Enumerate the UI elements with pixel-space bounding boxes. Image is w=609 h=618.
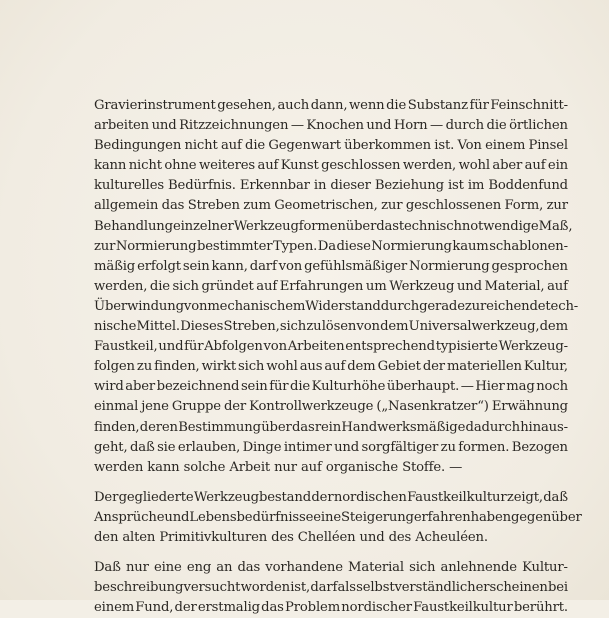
word: auf — [257, 158, 279, 174]
word: und — [158, 339, 184, 355]
text-line — [94, 116, 568, 136]
word: nordischer — [341, 600, 412, 616]
word: die — [486, 118, 507, 134]
text-line — [94, 528, 568, 548]
word: von — [356, 319, 380, 335]
word: überhaupt. — [386, 379, 460, 395]
word: arbeiten — [94, 118, 150, 134]
word: selbstverständlich — [356, 580, 476, 596]
word: allgemein — [94, 198, 159, 214]
word: als — [337, 580, 356, 596]
text-line — [94, 217, 573, 237]
word: die — [290, 379, 311, 395]
word: Lebensbedürfnisse — [189, 509, 314, 525]
word: Werkzeugbestand — [193, 489, 312, 505]
word: zu — [306, 319, 322, 335]
word: Dinge — [242, 439, 282, 455]
word: Arbeit — [229, 459, 275, 475]
word: auf — [324, 359, 346, 375]
word: dieser — [330, 178, 371, 194]
word: wohl — [266, 359, 298, 375]
word: gefühlsmäßiger — [304, 258, 408, 274]
word: Bedingungen — [94, 138, 182, 154]
word: beschreibung — [94, 580, 184, 596]
word: finden, — [94, 419, 140, 435]
word: in — [313, 178, 327, 194]
text-line — [94, 418, 568, 438]
word: dem — [380, 319, 409, 335]
word: zur — [94, 238, 116, 254]
word: Faustkeilkultur — [413, 600, 513, 616]
word: sorgfältiger — [361, 439, 439, 455]
word: sein — [240, 379, 268, 395]
word: wird — [94, 379, 124, 395]
text-line — [94, 397, 568, 417]
word: des — [271, 529, 298, 545]
text-line — [94, 488, 568, 508]
text-line — [94, 96, 568, 116]
word: werden — [94, 459, 148, 475]
word: das — [237, 560, 261, 576]
word: erfahren — [413, 509, 471, 525]
word: Material — [348, 560, 404, 576]
text-line — [94, 277, 568, 297]
text-line — [94, 156, 568, 176]
word: Maß, — [538, 218, 573, 234]
word: Hier — [475, 379, 505, 395]
word: Gegenwart — [268, 138, 341, 154]
word: geschlossen — [321, 158, 401, 174]
word: Horn — [393, 118, 428, 134]
word: vorhandene — [265, 560, 343, 576]
word: kann — [147, 459, 184, 475]
word: für — [269, 379, 289, 395]
word: zu — [440, 439, 456, 455]
word: Primitivkulturen — [159, 529, 272, 545]
word: lösen — [321, 319, 357, 335]
word: um — [365, 278, 387, 294]
word: Substanz — [407, 98, 468, 113]
word: — — [290, 118, 304, 134]
text-line — [94, 578, 568, 598]
word: der — [174, 600, 197, 616]
word: entsprechend — [345, 339, 435, 355]
word: auf — [524, 158, 546, 174]
word: weiteres — [198, 158, 256, 174]
word: folgen — [94, 359, 135, 375]
word: dem — [347, 359, 376, 375]
word: sich — [409, 560, 436, 576]
word: — — [430, 118, 444, 134]
word: Daß — [94, 560, 121, 576]
word: Handwerksmäßige — [341, 419, 466, 435]
word: haben — [470, 509, 511, 525]
text-line — [94, 377, 568, 397]
word: dadurch — [465, 419, 520, 435]
word: eine — [153, 560, 182, 576]
word: deren — [139, 419, 178, 435]
word: zur — [381, 198, 403, 214]
word: („Nasenkratzer“) — [376, 399, 489, 415]
word: Steigerung — [341, 509, 414, 525]
word: schablonen- — [489, 238, 568, 254]
word: Ritzzeichnungen — [179, 118, 289, 134]
word: Bezogen — [511, 439, 568, 455]
word: nur — [274, 459, 301, 475]
word: und — [151, 118, 177, 134]
word: daß — [543, 489, 568, 505]
word: Faustkeilkultur — [407, 489, 507, 505]
word: — — [449, 459, 463, 475]
word: gründet — [201, 278, 254, 294]
word: Erwähnung — [491, 399, 568, 415]
word: Universalwerkzeug, — [408, 319, 540, 335]
word: noch — [536, 379, 568, 395]
word: gerade — [419, 298, 465, 314]
word: der — [311, 489, 334, 505]
word: Chelléen — [297, 529, 360, 545]
word: zu — [136, 359, 153, 375]
word: sich — [279, 319, 307, 335]
word: auf — [256, 278, 278, 294]
word: Knochen — [306, 118, 364, 134]
word: dem — [539, 319, 568, 335]
word: zureichende — [464, 298, 546, 314]
word: auf — [300, 459, 326, 475]
word: aus — [299, 359, 323, 375]
word: sich — [172, 278, 199, 294]
word: erfolgt — [137, 258, 181, 274]
word: auf — [547, 278, 568, 294]
word: Normierung — [371, 238, 452, 254]
word: darf — [310, 580, 338, 596]
word: und — [359, 529, 389, 545]
word: kann — [94, 158, 127, 174]
text-line — [94, 257, 568, 277]
word: geschlossenen — [405, 198, 502, 214]
word: Werkzeugformen — [233, 218, 346, 234]
paragraph-gap — [94, 478, 568, 488]
text-line — [94, 598, 568, 618]
word: der — [422, 359, 445, 375]
word: einem — [94, 600, 135, 616]
word: auch — [277, 98, 310, 113]
word: diese — [336, 238, 371, 254]
word: sich — [238, 359, 265, 375]
word: Überwindung — [94, 298, 184, 314]
word: Erfahrungen — [279, 278, 364, 294]
text-line — [94, 438, 568, 458]
word: bezeichnend — [156, 379, 240, 395]
word: Der — [94, 489, 119, 505]
text-line — [94, 297, 579, 317]
word: Beziehung — [374, 178, 444, 194]
word: zeigt, — [506, 489, 543, 505]
text-line — [94, 558, 568, 578]
word: der — [223, 399, 247, 415]
word: Form, — [504, 198, 544, 214]
word: aber — [492, 158, 523, 174]
word: Erkennbar — [239, 178, 310, 194]
word: Typen. — [272, 238, 318, 254]
word: formen. — [458, 439, 510, 455]
word: Kultur, — [523, 359, 568, 375]
word: wohl — [458, 158, 490, 174]
text-line — [94, 196, 568, 216]
word: Mittel. — [136, 319, 180, 335]
word: daß — [129, 439, 155, 455]
word: Material, — [484, 278, 545, 294]
word: finden, — [154, 359, 200, 375]
word: erstmalig — [197, 600, 260, 616]
word: überkommen — [344, 138, 431, 154]
word: darf — [249, 258, 277, 274]
word: sie — [157, 439, 176, 455]
word: nicht — [184, 138, 218, 154]
word: materiellen — [446, 359, 522, 375]
word: gegliederte — [118, 489, 194, 505]
word: Bestimmung — [178, 419, 261, 435]
paragraph-2 — [94, 488, 582, 548]
word: Acheuléen. — [415, 529, 488, 545]
word: für — [469, 98, 489, 113]
word: wirkt — [201, 359, 236, 375]
word: anlehnende — [440, 560, 517, 576]
word: kaum — [452, 238, 489, 254]
word: von — [183, 298, 208, 314]
text-line — [94, 508, 582, 528]
word: einem — [485, 138, 526, 154]
word: ist, — [290, 580, 311, 596]
word: Pinsel — [528, 138, 568, 154]
text-line — [94, 357, 568, 377]
text-line — [94, 317, 568, 337]
word: und — [456, 278, 482, 294]
word: Gruppe — [171, 399, 221, 415]
word: gegenüber — [510, 509, 582, 525]
word: Da — [317, 238, 336, 254]
word: Abfolgen — [204, 339, 263, 355]
word: berührt. — [513, 600, 568, 616]
word: Faustkeil, — [94, 339, 158, 355]
word: Kulturhöhe — [311, 379, 386, 395]
word: Streben — [187, 198, 240, 214]
word: notwendige — [461, 218, 539, 234]
word: Werkzeug — [389, 278, 455, 294]
paragraph-gap — [94, 548, 568, 558]
word: Geometrischen, — [274, 198, 378, 214]
word: jene — [141, 399, 169, 415]
word: Behandlung — [94, 218, 173, 234]
word: örtlichen — [509, 118, 568, 134]
word: typisierte — [435, 339, 498, 355]
word: — — [460, 379, 474, 395]
word: kann, — [211, 258, 248, 274]
body-text — [94, 96, 582, 618]
word: bei — [547, 580, 568, 596]
word: ist — [447, 178, 464, 194]
word: Normierung — [115, 238, 197, 254]
word: kulturelles — [94, 178, 164, 194]
word: organische — [325, 459, 403, 475]
word: einmal — [94, 399, 139, 415]
word: Dieses — [180, 319, 224, 335]
word: einzelner — [172, 218, 234, 234]
word: hinaus- — [520, 419, 568, 435]
word: Von — [457, 138, 482, 154]
word: eine — [313, 509, 342, 525]
text-line — [94, 237, 568, 257]
word: nur — [125, 560, 149, 576]
word: Arbeiten — [287, 339, 345, 355]
word: ist. — [434, 138, 455, 154]
word: die — [149, 278, 170, 294]
word: für — [184, 339, 204, 355]
word: von — [278, 258, 303, 274]
word: mechanischem — [207, 298, 306, 314]
word: gesehen, — [217, 98, 276, 113]
word: werden, — [94, 278, 148, 294]
word: solche — [183, 459, 230, 475]
word: alten — [122, 529, 160, 545]
word: mag — [506, 379, 535, 395]
word: die — [245, 138, 266, 154]
word: das — [261, 600, 284, 616]
word: ohne — [164, 158, 197, 174]
word: Kunst — [280, 158, 319, 174]
word: erscheinen — [475, 580, 548, 596]
word: ein — [547, 158, 568, 174]
word: Fund, — [135, 600, 174, 616]
word: über — [345, 218, 377, 234]
word: durch — [445, 118, 484, 134]
word: das — [376, 218, 399, 234]
word: tech- — [545, 298, 579, 314]
word: auf — [220, 138, 242, 154]
text-line — [94, 136, 568, 156]
word: zum — [243, 198, 271, 214]
word: und — [366, 118, 392, 134]
word: aber — [125, 379, 156, 395]
word: Gebiet — [377, 359, 421, 375]
word: den — [94, 529, 123, 545]
word: bestimmter — [196, 238, 273, 254]
word: worden — [240, 580, 290, 596]
word: dann, — [310, 98, 348, 113]
word: rein — [314, 419, 342, 435]
word: Problem — [285, 600, 341, 616]
word: das — [161, 198, 185, 214]
word: Widerstand — [305, 298, 381, 314]
word: eng — [186, 560, 212, 576]
text-line — [94, 337, 568, 357]
word: mäßig — [94, 258, 136, 274]
word: Gravierinstrument — [94, 98, 216, 113]
word: werden, — [402, 158, 457, 174]
word: Boddenfund — [488, 178, 568, 194]
word: Kultur- — [522, 560, 568, 576]
word: Ansprüche — [94, 509, 165, 525]
paragraph-1 — [94, 96, 579, 478]
word: nische — [94, 319, 137, 335]
word: die — [386, 98, 407, 113]
word: durch — [380, 298, 420, 314]
word: Bedürfnis. — [168, 178, 236, 194]
text-line — [94, 458, 568, 478]
word: intimer — [283, 439, 332, 455]
word: technisch — [398, 218, 462, 234]
word: wenn — [349, 98, 385, 113]
word: Normierung — [408, 258, 490, 274]
word: Kontrollwerkzeuge — [249, 399, 374, 415]
word: erlauben, — [177, 439, 241, 455]
word: an — [216, 560, 233, 576]
word: über — [261, 419, 292, 435]
word: im — [467, 178, 485, 194]
word: sein — [182, 258, 210, 274]
word: Stoffe. — [402, 459, 450, 475]
word: und — [334, 439, 360, 455]
word: nordischen — [333, 489, 407, 505]
word: und — [164, 509, 190, 525]
word: versucht — [183, 580, 241, 596]
word: von — [263, 339, 287, 355]
word: nicht — [128, 158, 162, 174]
word: das — [291, 419, 315, 435]
word: Werkzeug- — [498, 339, 568, 355]
word: geht, — [94, 439, 128, 455]
word: des — [388, 529, 416, 545]
word: Feinschnitt- — [490, 98, 568, 113]
word: gesprochen — [491, 258, 568, 274]
paragraph-3 — [94, 558, 568, 618]
word: Streben, — [223, 319, 280, 335]
text-line — [94, 176, 568, 196]
word: zur — [546, 198, 568, 214]
